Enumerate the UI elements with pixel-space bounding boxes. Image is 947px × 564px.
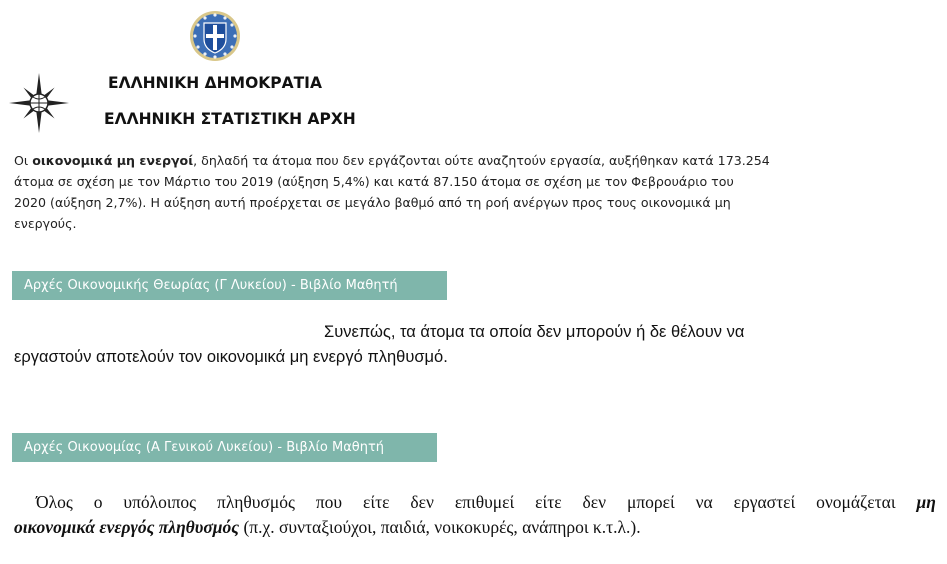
country-title: ΕΛΛΗΝΙΚΗ ΔΗΜΟΚΡΑΤΙΑ: [108, 74, 322, 92]
word: ο: [93, 492, 103, 512]
elstat-paragraph: [14, 150, 814, 234]
elstat-line-1: [14, 150, 814, 171]
elstat-star-logo-icon: [8, 72, 70, 134]
agency-title: ΕΛΛΗΝΙΚΗ ΣΤΑΤΙΣΤΙΚΗ ΑΡΧΗ: [104, 110, 356, 128]
elstat-line-1-prefix: Οι: [14, 153, 33, 168]
textbook-excerpt-1: [14, 320, 834, 370]
word: επιθυμεί: [454, 492, 515, 512]
elstat-line-1-suffix: , δηλαδή τα άτομα που δεν εργάζονται ούτε αναζητούν εργασία, αυξήθηκαν κατά 173.254: [193, 153, 770, 168]
textbook-2-line-2-rest: (π.χ. συνταξιούχοι, παιδιά, νοικοκυρές, ανάπηροι κ.τ.λ.).: [239, 517, 641, 537]
word: εργαστεί: [733, 492, 796, 512]
word: είτε: [535, 492, 562, 512]
word: υπόλοιπος: [123, 492, 197, 512]
textbook-2-bold-term: οικονομικά ενεργός πληθυσμός: [14, 517, 240, 537]
elstat-line-3: 2020 (αύξηση 2,7%). Η αύξηση αυτή προέρχεται σε μεγάλο βαθμό από τη ροή ανέργων προς τους οικονομικά μη: [14, 195, 731, 210]
section-banner-economic-theory: Αρχές Οικονομικής Θεωρίας (Γ Λυκείου) - Βιβλίο Μαθητή: [12, 271, 447, 300]
word: πληθυσμός: [217, 492, 295, 512]
word: μπορεί: [626, 492, 675, 512]
elstat-line-4: ενεργούς.: [14, 216, 77, 231]
textbook-2-line-2: [14, 515, 936, 540]
elstat-line-2: άτομα σε σχέση με τον Μάρτιο του 2019 (αύξηση 5,4%) και κατά 87.150 άτομα σε σχέση με τον Φεβρουάριο του: [14, 174, 734, 189]
section-banner-economics: Αρχές Οικονομίας (Α Γενικού Λυκείου) - Βιβλίο Μαθητή: [12, 433, 437, 462]
word-bold: μη: [916, 492, 936, 512]
word: ονομάζεται: [816, 492, 896, 512]
word: δεν: [582, 492, 607, 512]
word: είτε: [363, 492, 390, 512]
textbook-1-line-1: Συνεπώς, τα άτομα τα οποία δεν μπορούν ή δε θέλουν να: [324, 323, 745, 341]
word: Όλος: [36, 492, 73, 512]
textbook-1-line-2: εργαστούν αποτελούν τον οικονομικά μη ενεργό πληθυσμό.: [14, 348, 448, 366]
textbook-2-line-1: [14, 490, 936, 515]
elstat-bold-term: οικονομικά μη ενεργοί: [32, 153, 194, 168]
word: να: [695, 492, 713, 512]
word: που: [315, 492, 343, 512]
textbook-excerpt-2: [14, 490, 936, 540]
greek-coat-of-arms-icon: [189, 10, 241, 62]
word: δεν: [410, 492, 434, 512]
